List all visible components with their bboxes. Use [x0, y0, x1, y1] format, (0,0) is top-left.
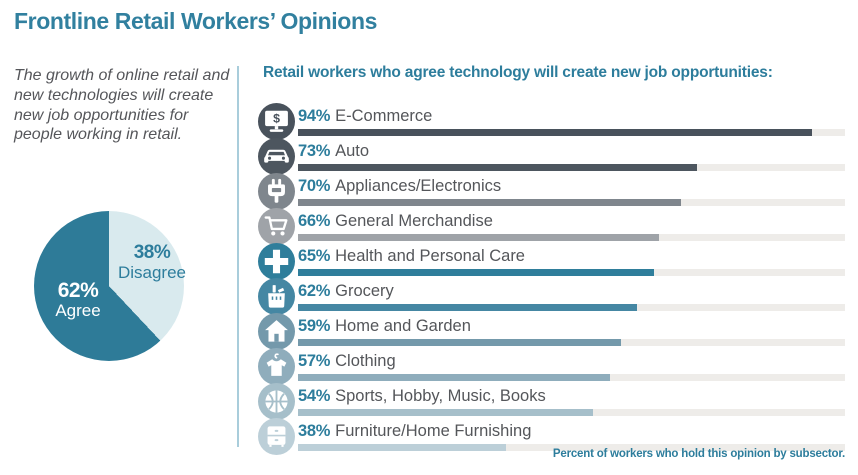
bar-value: 38%: [298, 422, 331, 440]
bar-track: [298, 199, 845, 206]
bar-row-content: [298, 173, 845, 206]
bar-row-text: [298, 383, 845, 405]
bar-value: 57%: [298, 352, 331, 370]
bar-row-text: [298, 103, 845, 125]
opinion-pie-chart: [34, 211, 187, 361]
svg-text:$: $: [273, 111, 280, 126]
bar-row-content: [298, 208, 845, 241]
disagree-word: Disagree: [117, 262, 187, 282]
ecommerce-monitor-icon: [258, 103, 295, 140]
page-title: Frontline Retail Workers’ Opinions: [14, 8, 377, 34]
shopping-cart-icon: [258, 208, 295, 245]
bar-fill: [298, 409, 593, 416]
bar-row-content: [298, 348, 845, 381]
bar-category-label: Health and Personal Care: [335, 247, 525, 265]
bar-fill: [298, 269, 654, 276]
vertical-divider: [237, 66, 239, 447]
agree-word: Agree: [55, 301, 101, 321]
bar-value: 73%: [298, 142, 331, 160]
bar-category-label: E-Commerce: [335, 107, 433, 125]
bar-fill: [298, 339, 621, 346]
bar-row: [258, 208, 845, 243]
bar-row-text: [298, 208, 845, 230]
bar-row-text: [298, 418, 845, 440]
pie-label-disagree: [104, 243, 200, 283]
bar-row-text: [298, 243, 845, 265]
bar-row: [258, 243, 845, 278]
bar-fill: [298, 304, 637, 311]
bar-row-content: [298, 243, 845, 276]
bar-track: [298, 409, 845, 416]
bar-row: [258, 103, 845, 138]
bar-value: 59%: [298, 317, 331, 335]
bar-category-label: Auto: [335, 142, 370, 160]
bar-category-label: Home and Garden: [335, 317, 471, 335]
bar-fill: [298, 234, 659, 241]
bar-chart-section: [258, 64, 845, 453]
bar-chart-heading: Retail workers who agree technology will create new job opportunities:: [263, 64, 773, 81]
house-icon: [258, 313, 295, 350]
bar-track: [298, 304, 845, 311]
bar-row-content: [298, 103, 845, 136]
bar-track: [298, 164, 845, 171]
bar-track: [298, 374, 845, 381]
bar-track: [298, 269, 845, 276]
bar-value: 62%: [298, 282, 331, 300]
bar-category-label: Sports, Hobby, Music, Books: [335, 387, 546, 405]
bar-row-text: [298, 138, 845, 160]
bar-row: [258, 348, 845, 383]
bar-fill: [298, 129, 812, 136]
tshirt-icon: [258, 348, 295, 385]
bar-value: 70%: [298, 177, 331, 195]
car-icon: [258, 138, 295, 175]
bar-row: [258, 138, 845, 173]
bar-value: 54%: [298, 387, 331, 405]
bar-category-label: Clothing: [335, 352, 396, 370]
intro-statement: The growth of online retail and new technologies will create new job opportunities for people working in retail.: [14, 67, 230, 144]
agree-percent: 62%: [57, 279, 99, 302]
bar-row-text: [298, 173, 845, 195]
bar-rows: [258, 103, 845, 453]
bar-category-label: Appliances/Electronics: [335, 177, 502, 195]
bar-row-text: [298, 278, 845, 300]
basketball-icon: [258, 383, 295, 420]
bar-row: [258, 173, 845, 208]
bar-fill: [298, 199, 681, 206]
bar-fill: [298, 444, 506, 451]
bar-value: 65%: [298, 247, 331, 265]
bar-category-label: General Merchandise: [335, 212, 493, 230]
bar-row-text: [298, 348, 845, 370]
bar-fill: [298, 374, 610, 381]
bar-value: 94%: [298, 107, 331, 125]
pie-label-agree: [36, 279, 120, 321]
bar-category-label: Grocery: [335, 282, 394, 300]
bar-row-content: [298, 418, 845, 451]
bar-row-content: [298, 138, 845, 171]
bar-row-content: [298, 278, 845, 311]
bar-value: 66%: [298, 212, 331, 230]
dresser-icon: [258, 418, 295, 455]
bar-category-label: Furniture/Home Furnishing: [335, 422, 532, 440]
bar-row-content: [298, 313, 845, 346]
grocery-bag-icon: [258, 278, 295, 315]
disagree-percent: 38%: [133, 242, 171, 263]
bar-track: [298, 339, 845, 346]
bar-fill: [298, 164, 697, 171]
medical-cross-icon: [258, 243, 295, 280]
bar-row: [258, 383, 845, 418]
bar-row: [258, 278, 845, 313]
bar-row-content: [298, 383, 845, 416]
bar-row-text: [298, 313, 845, 335]
bar-row: [258, 313, 845, 348]
bar-track: [298, 234, 845, 241]
power-plug-icon: [258, 173, 295, 210]
footnote: Percent of workers who hold this opinion by subsector.: [552, 448, 845, 460]
bar-track: [298, 129, 845, 136]
